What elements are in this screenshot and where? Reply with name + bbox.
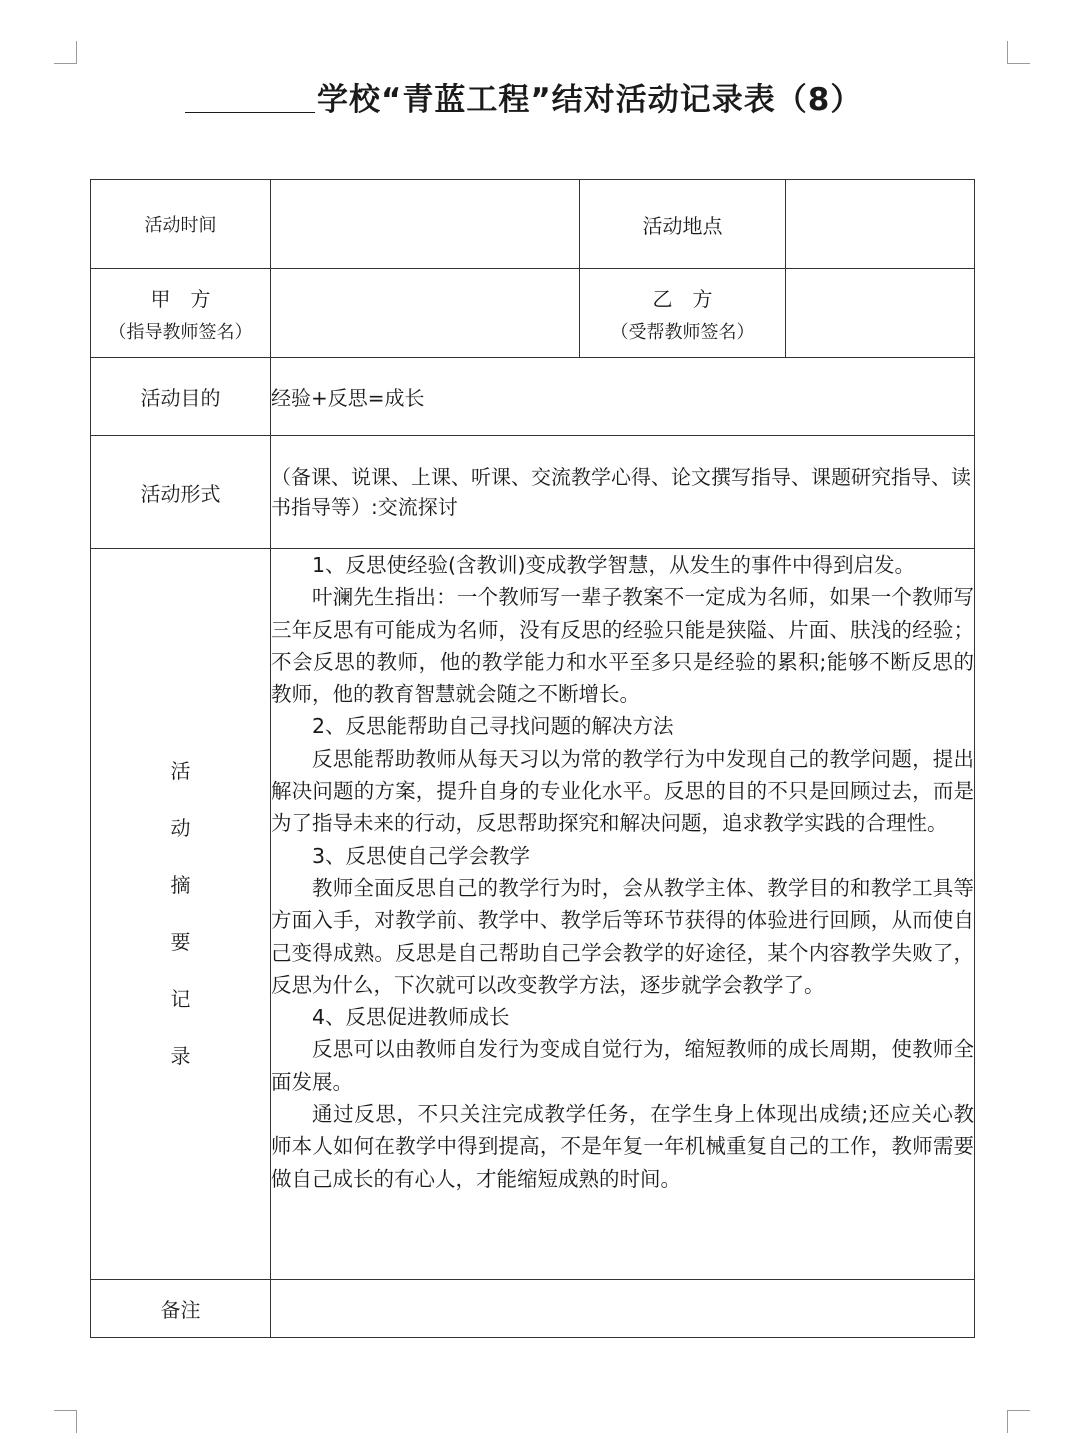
summary-paragraph: 教师全面反思自己的教学行为时，会从教学主体、教学目的和教学工具等方面入手，对教学前、教学中、教学后等环节获得的体验进行回顾，从而使自己变得成熟。反思是自己帮助自己学会教学的好途径，某个内容教学失败了，反思为什么，下次就可以改变教学方法，逐步就学会教学了。 [271,875,974,997]
summary-paragraph: 叶澜先生指出：一个教师写一辈子教案不一定成为名师，如果一个教师写三年反思有可能成为名师，没有反思的经验只能是狭隘、片面、肤浅的经验；不会反思的教师，他的教学能力和水平至多只是经验的累积;能够不断反思的教师，他的教育智慧就会随之不断增长。 [271,585,974,707]
summary-label-char: 记 [170,987,191,1011]
crop-mark-bottom-right [1007,1410,1030,1433]
page-title: 学校“青蓝工程”结对活动记录表（8） [317,82,863,118]
value-activity-summary [271,549,975,1280]
label-party-a [91,269,271,358]
value-activity-form: （备课、说课、上课、听课、交流教学心得、论文撰写指导、课题研究指导、读书指导等）:交流探讨 [271,436,975,549]
party-b-title: 乙 方 [652,286,713,311]
title-row [0,70,1080,122]
summary-label-char: 要 [170,930,191,954]
row-remarks [91,1280,975,1338]
summary-paragraph: 4、反思促进教师成长 [312,1005,510,1030]
value-activity-purpose: 经验+反思=成长 [271,358,975,436]
row-form [91,436,975,549]
value-remarks [271,1280,975,1338]
label-activity-purpose: 活动目的 [91,358,271,436]
record-form-table [90,179,975,1338]
summary-label-char: 摘 [170,873,191,897]
value-party-b-signature [786,269,975,358]
summary-label-char: 录 [170,1044,191,1068]
summary-label-char: 动 [170,816,191,840]
row-summary [91,549,975,1280]
label-activity-form: 活动形式 [91,436,271,549]
label-activity-time: 活动时间 [91,180,271,269]
row-time-location [91,180,975,269]
crop-mark-top-right [1007,41,1030,64]
value-party-a-signature [271,269,580,358]
value-activity-location [786,180,975,269]
party-b-subtitle: （受帮教师签名） [610,321,755,343]
label-remarks: 备注 [91,1280,271,1338]
label-activity-summary [91,549,271,1280]
row-purpose [91,358,975,436]
label-party-b [580,269,786,358]
label-activity-location: 活动地点 [580,180,786,269]
summary-paragraph: 3、反思使自己学会教学 [312,843,531,868]
summary-paragraph: 通过反思，不只关注完成教学任务，在学生身上体现出成绩;还应关心教师本人如何在教学中得到提高，不是年复一年机械重复自己的工作，教师需要做自己成长的有心人，才能缩短成熟的时间。 [271,1102,974,1191]
crop-mark-top-left [54,41,77,64]
summary-paragraph: 2、反思能帮助自己寻找问题的解决方法 [312,714,674,739]
summary-label-char: 活 [170,759,191,783]
summary-paragraph: 1、反思使经验(含教训)变成教学智慧，从发生的事件中得到启发。 [312,553,916,577]
crop-mark-bottom-left [54,1410,77,1433]
summary-paragraph: 反思能帮助教师从每天习以为常的教学行为中发现自己的教学问题，提出解决问题的方案，提升自身的专业化水平。反思的目的不只是回顾过去，而是为了指导未来的行动，反思帮助探究和解决问题，追求教学实践的合理性。 [271,746,974,836]
row-parties [91,269,975,358]
party-a-title: 甲 方 [150,286,211,311]
party-a-subtitle: （指导教师签名） [108,321,253,343]
school-name-blank [185,112,315,113]
value-activity-time [271,180,580,269]
summary-paragraph: 反思可以由教师自发行为变成自觉行为，缩短教师的成长周期，使教师全面发展。 [271,1037,974,1094]
